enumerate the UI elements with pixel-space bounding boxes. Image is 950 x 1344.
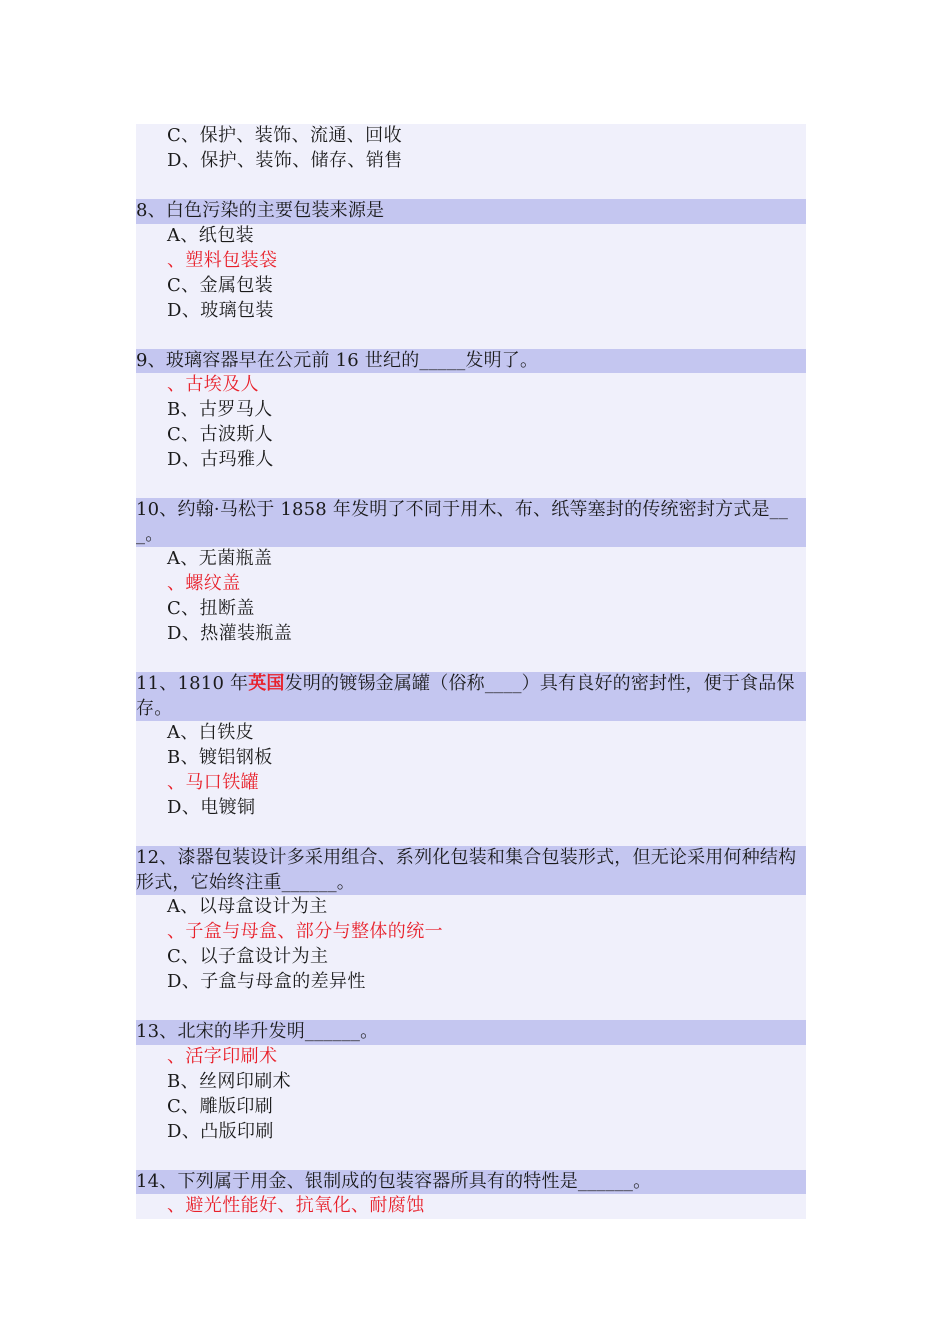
question-block-7 — [136, 124, 806, 199]
question-8-line-1: 8、白色污染的主要包装来源是 — [136, 200, 385, 221]
option-10-d[interactable]: D、热灌装瓶盖 — [167, 623, 293, 644]
question-block-13 — [136, 1020, 806, 1170]
option-7-d[interactable]: D、保护、装饰、储存、销售 — [167, 150, 403, 171]
question-10-title — [136, 498, 806, 547]
question-11-line-2: 存。 — [136, 697, 173, 719]
option-13-d[interactable]: D、凸版印刷 — [167, 1120, 274, 1142]
question-13-line-1: 13、北宋的毕升发明______。 — [136, 1021, 379, 1042]
question-14-title — [136, 1170, 806, 1195]
question-8-title — [136, 199, 806, 224]
question-block-11 — [136, 672, 806, 846]
option-13-c[interactable]: C、雕版印刷 — [167, 1095, 274, 1117]
question-block-12 — [136, 846, 806, 1020]
question-9-line-1: 9、玻璃容器早在公元前 16 世纪的_____发明了。 — [136, 349, 539, 371]
option-10-a[interactable]: A、无菌瓶盖 — [167, 548, 273, 569]
question-11-title — [136, 672, 806, 721]
option-12-d[interactable]: D、子盒与母盒的差异性 — [167, 971, 366, 992]
option-9-d[interactable]: D、古玛雅人 — [167, 449, 274, 470]
option-11-b[interactable]: B、镀铝钢板 — [167, 747, 273, 768]
question-11-text-after: 发明的镀锡金属罐（俗称____）具有良好的密封性，便于食品保 — [284, 673, 795, 694]
question-11-text-before: 11、1810 年 — [136, 673, 249, 694]
option-11-d[interactable]: D、电镀铜 — [167, 797, 256, 818]
option-10-b-correct[interactable]: 、螺纹盖 — [167, 573, 241, 594]
question-12-line-2: 形式，它始终注重______。 — [136, 871, 355, 893]
option-9-c[interactable]: C、古波斯人 — [167, 424, 274, 445]
question-11-line-1 — [136, 672, 806, 697]
option-8-b-correct[interactable]: 、塑料包装袋 — [167, 249, 278, 271]
option-8-d[interactable]: D、玻璃包装 — [167, 299, 274, 321]
question-block-14 — [136, 1170, 806, 1220]
question-block-10 — [136, 498, 806, 672]
question-13-title — [136, 1020, 806, 1045]
question-12-line-1: 12、漆器包装设计多采用组合、系列化包装和集合包装形式，但无论采用何种结构 — [136, 847, 797, 868]
question-9-title — [136, 349, 806, 374]
option-11-c-correct[interactable]: 、马口铁罐 — [167, 772, 259, 793]
option-8-a[interactable]: A、纸包装 — [167, 224, 254, 246]
option-7-c[interactable]: C、保护、装饰、流通、回收 — [167, 125, 402, 146]
question-block-9 — [136, 349, 806, 499]
option-13-a-correct[interactable]: 、活字印刷术 — [167, 1045, 278, 1067]
question-block-8 — [136, 199, 806, 349]
question-11-highlight: 英国 — [248, 673, 285, 694]
question-12-title — [136, 846, 806, 895]
question-10-line-1: 10、约翰·马松于 1858 年发明了不同于用木、布、纸等塞封的传统密封方式是__ — [136, 499, 789, 520]
option-10-c[interactable]: C、扭断盖 — [167, 598, 255, 619]
option-13-b[interactable]: B、丝网印刷术 — [167, 1070, 292, 1092]
question-10-line-2: _。 — [136, 523, 164, 545]
option-14-a-correct[interactable]: 、避光性能好、抗氧化、耐腐蚀 — [167, 1195, 425, 1216]
option-12-a[interactable]: A、以母盒设计为主 — [167, 896, 328, 917]
question-14-line-1: 14、下列属于用金、银制成的包装容器所具有的特性是______。 — [136, 1170, 652, 1192]
option-8-c[interactable]: C、金属包装 — [167, 274, 274, 296]
option-12-b-correct[interactable]: 、子盒与母盒、部分与整体的统一 — [167, 921, 443, 942]
option-11-a[interactable]: A、白铁皮 — [167, 722, 254, 743]
option-9-a-correct[interactable]: 、古埃及人 — [167, 374, 259, 395]
quiz-container — [136, 124, 806, 1219]
option-9-b[interactable]: B、古罗马人 — [167, 399, 273, 420]
option-12-c[interactable]: C、以子盒设计为主 — [167, 946, 329, 967]
